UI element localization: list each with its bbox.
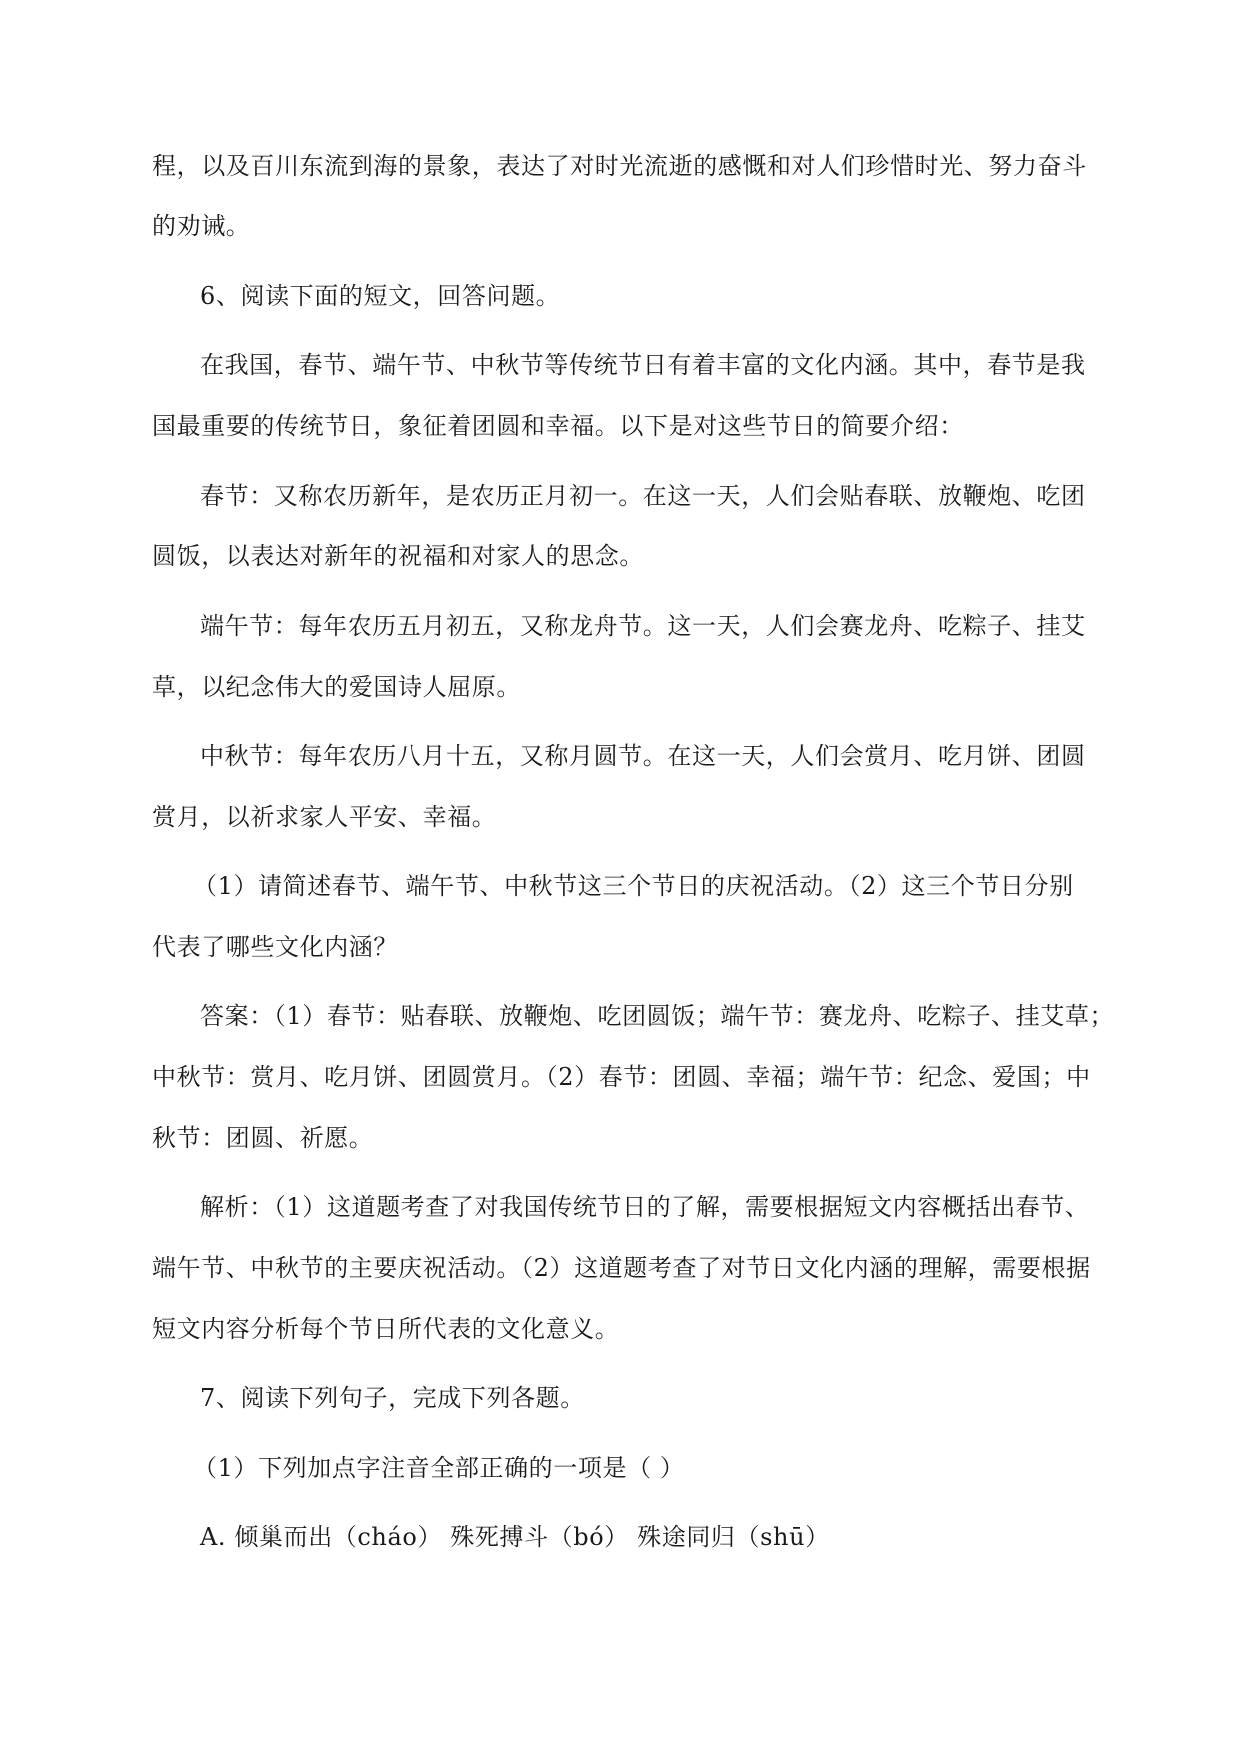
- text-line: 草，以纪念伟大的爱国诗人屈原。: [152, 673, 521, 701]
- text-line: 代表了哪些文化内涵？: [152, 933, 398, 961]
- text-line: （1）下列加点字注音全部正确的一项是（ ）: [193, 1454, 685, 1482]
- text-line: 中秋节：每年农历八月十五，又称月圆节。在这一天，人们会赏月、吃月饼、团圆: [200, 742, 1086, 770]
- question-heading: 6、阅读下面的短文，回答问题。: [200, 282, 561, 310]
- text-line: 春节：又称农历新年，是农历正月初一。在这一天，人们会贴春联、放鞭炮、吃团: [200, 482, 1086, 510]
- analysis-line: 短文内容分析每个节日所代表的文化意义。: [152, 1315, 620, 1343]
- text-line: 程，以及百川东流到海的景象，表达了对时光流逝的感慨和对人们珍惜时光、努力奋斗: [152, 152, 1087, 180]
- answer-line: 中秋节：赏月、吃月饼、团圆赏月。（2）春节：团圆、幸福；端午节：纪念、爱国；中: [152, 1063, 1091, 1091]
- text-line: 赏月，以祈求家人平安、幸福。: [152, 803, 497, 831]
- text-line: 的劝诫。: [152, 212, 251, 240]
- text-line: 端午节：每年农历五月初五，又称龙舟节。这一天，人们会赛龙舟、吃粽子、挂艾: [200, 612, 1086, 640]
- text-line: 国最重要的传统节日，象征着团圆和幸福。以下是对这些节日的简要介绍：: [152, 412, 964, 440]
- analysis-line: 端午节、中秋节的主要庆祝活动。（2）这道题考查了对节日文化内涵的理解，需要根据: [152, 1254, 1091, 1282]
- answer-line: 秋节：团圆、祈愿。: [152, 1124, 374, 1152]
- option-line: A. 倾巢而出（cháo） 殊死搏斗（bó） 殊途同归（shū）: [200, 1523, 830, 1551]
- text-line: 圆饭，以表达对新年的祝福和对家人的思念。: [152, 542, 644, 570]
- analysis-line: 解析：（1）这道题考查了对我国传统节日的了解，需要根据短文内容概括出春节、: [200, 1193, 1090, 1221]
- answer-line: 答案：（1）春节：贴春联、放鞭炮、吃团圆饭；端午节：赛龙舟、吃粽子、挂艾草；: [200, 1002, 1115, 1030]
- text-line: （1）请简述春节、端午节、中秋节这三个节日的庆祝活动。（2）这三个节日分别: [193, 872, 1074, 900]
- question-heading: 7、阅读下列句子，完成下列各题。: [200, 1384, 585, 1412]
- text-line: 在我国，春节、端午节、中秋节等传统节日有着丰富的文化内涵。其中，春节是我: [200, 351, 1086, 379]
